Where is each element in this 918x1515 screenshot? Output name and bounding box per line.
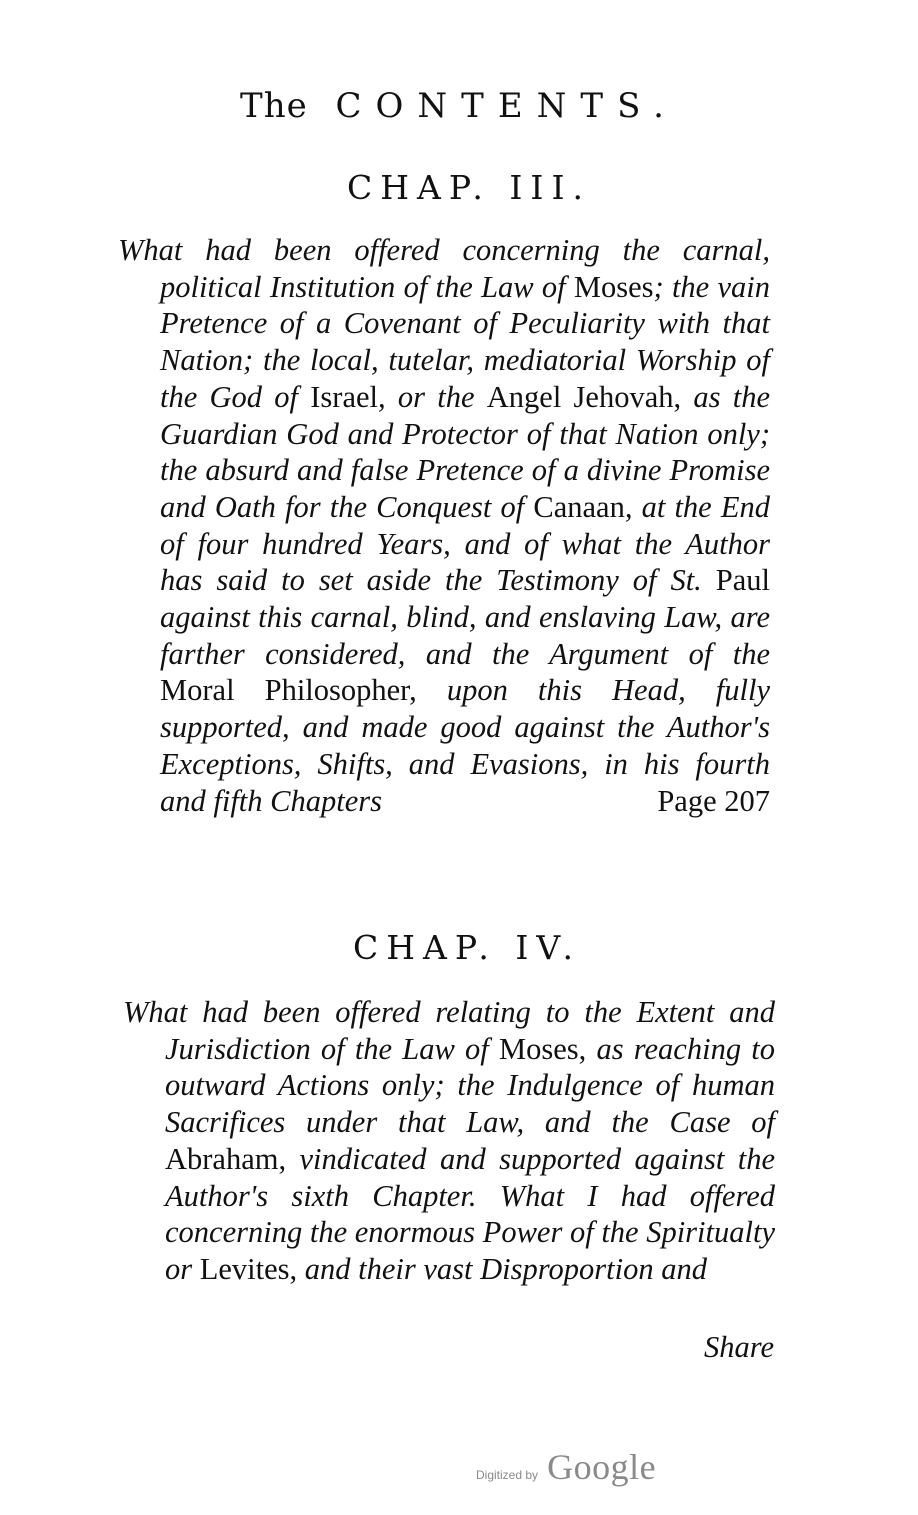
chapter-3-name: Canaan bbox=[533, 489, 625, 524]
chapter-4-name: Abraham, bbox=[165, 1141, 287, 1176]
chapter-4-text: as reaching to outward Actions only; the Indulgence of human Sacrifices under that Law, and the Case of bbox=[165, 1031, 775, 1140]
chapter-4-name: Moses, bbox=[498, 1031, 587, 1066]
chapter-3-paragraph bbox=[118, 232, 771, 819]
chapter-4-text: and their vast Disproportion and bbox=[297, 1251, 707, 1286]
digitized-watermark bbox=[476, 1446, 656, 1488]
chapter-3-text: , or the bbox=[378, 379, 487, 414]
catchword: Share bbox=[703, 1330, 774, 1364]
chapter-3-text: ; the vain Pretence of a Covenant of Peculiarity with that Nation; the local, tutelar, mediatorial Worship of the God of bbox=[160, 269, 770, 414]
chapter-3-name: Moses bbox=[573, 269, 654, 304]
header-the: The bbox=[240, 86, 308, 126]
chapter-3-text: , at the End of four hundred Years, and of what the Author has said to set aside the Testimony of St. bbox=[160, 489, 770, 598]
running-header bbox=[0, 86, 918, 126]
chapter-4-text: What had been offered relating to the Extent and Jurisdiction of the Law of bbox=[123, 995, 775, 1066]
chapter-4-summary bbox=[123, 994, 775, 1288]
chapter-4-text: vindicated and supported against the Author's sixth Chapter. What I had offered concerning the enormous Power of the Spiritualty or bbox=[165, 1141, 775, 1286]
chapter-3-heading: CHAP. III. bbox=[347, 168, 591, 207]
chapter-4-name: Levites, bbox=[199, 1251, 298, 1286]
digitized-by-text: Digitized by bbox=[476, 1468, 539, 1482]
google-logo: Google bbox=[547, 1447, 657, 1487]
chapter-3-name: Paul bbox=[715, 563, 770, 598]
chapter-4-paragraph bbox=[123, 994, 775, 1288]
chapter-3-text: What had been offered concerning the carnal, political Institution of the Law of bbox=[118, 233, 770, 304]
header-contents: CONTENTS. bbox=[335, 86, 678, 126]
chapter-3-summary bbox=[118, 232, 771, 819]
chapter-3-text: against this carnal, blind, and enslaving Law, are farther considered, and the Argument of the bbox=[160, 600, 770, 671]
chapter-3-name: Moral Philosopher, bbox=[160, 673, 417, 708]
chapter-4-heading: CHAP. IV. bbox=[353, 928, 581, 967]
chapter-3-text: as the Guardian God and Protector of that Nation only; the absurd and false Pretence of a divine Promise and Oath for the Conquest of bbox=[160, 379, 771, 524]
chapter-3-text: upon this Head, fully supported, and made good against the Author's Exceptions, Shifts, and Evasions, in his fourth and fifth Chapters bbox=[160, 673, 771, 818]
chapter-3-page-reference: Page 207 bbox=[657, 783, 770, 818]
chapter-3-name: Angel Jehovah, bbox=[486, 379, 682, 414]
chapter-3-name: Israel bbox=[310, 379, 378, 414]
